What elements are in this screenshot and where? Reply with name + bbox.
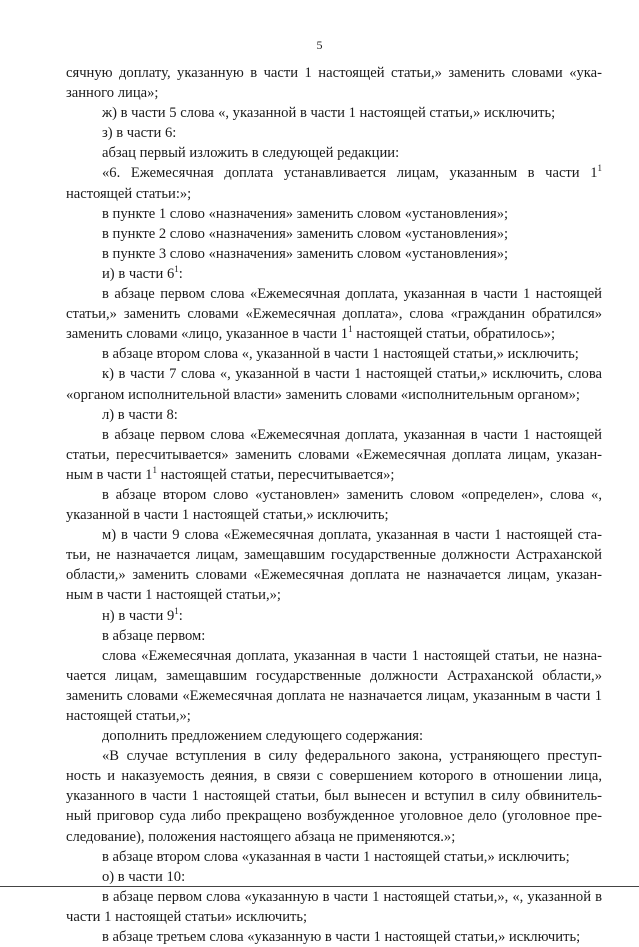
paragraph-text: : bbox=[178, 607, 183, 624]
paragraph: з) в части 6: bbox=[102, 125, 177, 142]
paragraph bbox=[66, 163, 602, 203]
paragraph: в пункте 2 слово «назначения» заменить словом «установления»; bbox=[102, 225, 509, 242]
paragraph: м) в части 9 слова «Ежемесячная доплата, указанная в части 1 настоящей ста-тьи, не назначается лицам, замещавшим государственные должности Астраханской области,» заменить словами «Ежемесячная доплата не назначается лицам, указан-ным в части 1 настоящей статьи,»; bbox=[66, 527, 602, 604]
paragraph bbox=[66, 425, 602, 485]
superscript: 1 bbox=[152, 464, 157, 475]
paragraph: в абзаце первом: bbox=[102, 627, 206, 644]
paragraph: в абзаце втором слово «установлен» заменить словом «определен», слова «, указанной в части 1 настоящей статьи,» исключить; bbox=[66, 486, 602, 524]
paragraph-text: настоящей статьи, пересчитывается»; bbox=[156, 466, 395, 483]
paragraph: «В случае вступления в силу федерального закона, устраняющего преступ-ность и наказуемость деяния, в связи с совершением которого в отношении лица, указанного в части 1 настоящей статьи, был вынесен и вступил в силу обвинитель-ный приговор суда либо прекращено возбужденное уголовное дело (уголовное пре-следование), положения настоящего абзаца не применяются.»; bbox=[66, 748, 602, 845]
superscript: 1 bbox=[348, 324, 353, 335]
paragraph: сячную доплату, указанную в части 1 настоящей статьи,» заменить словами «ука-занного лица»; bbox=[66, 65, 602, 102]
paragraph: л) в части 8: bbox=[102, 406, 178, 423]
paragraph: в абзаце втором слова «указанная в части 1 настоящей статьи,» исключить; bbox=[102, 848, 570, 865]
footer-divider bbox=[0, 886, 639, 887]
paragraph: в пункте 1 слово «назначения» заменить словом «установления»; bbox=[102, 205, 509, 222]
paragraph: в абзаце первом слова «указанную в части 1 настоящей статьи,», «, указанной в части 1 настоящей статьи» исключить; bbox=[66, 888, 602, 925]
superscript: 1 bbox=[597, 163, 602, 174]
paragraph bbox=[66, 264, 602, 284]
page-number: 5 bbox=[316, 38, 323, 52]
superscript: 1 bbox=[174, 263, 179, 274]
paragraph: дополнить предложением следующего содержания: bbox=[102, 728, 424, 745]
paragraph: в пункте 3 слово «назначения» заменить словом «установления»; bbox=[102, 245, 509, 262]
paragraph-text: настоящей статьи:»; bbox=[66, 185, 192, 202]
paragraph-text: в абзаце первом слова «Ежемесячная доплата, указанная в части 1 настоящей статьи, пересчитывается» заменить словами «Ежемесячная доплата лицам, указан-ным в части 1 bbox=[66, 426, 602, 483]
paragraph-text: н) в части 9 bbox=[102, 607, 175, 624]
paragraph bbox=[66, 284, 602, 344]
paragraph: в абзаце втором слова «, указанной в части 1 настоящей статьи,» исключить; bbox=[102, 346, 579, 363]
paragraph-text: настоящей статьи, обратилось»; bbox=[352, 326, 556, 343]
document-body bbox=[66, 63, 602, 947]
paragraph: в абзаце третьем слова «указанную в части 1 настоящей статьи,» исключить; bbox=[102, 929, 581, 946]
paragraph: слова «Ежемесячная доплата, указанная в части 1 настоящей статьи, не назна-чается лицам, замещавшим государственные должности Астраханской области,» заменить словами «Ежемесячная доплата не назначается лицам, указанным в части 1 настоящей статьи,»; bbox=[66, 647, 602, 724]
paragraph: о) в части 10: bbox=[102, 868, 186, 885]
paragraph-text: «6. Ежемесячная доплата устанавливается лицам, указанным в части 1 bbox=[102, 165, 598, 182]
paragraph: абзац первый изложить в следующей редакции: bbox=[102, 145, 400, 162]
paragraph-text: и) в части 6 bbox=[102, 265, 175, 282]
paragraph-text: : bbox=[178, 265, 183, 282]
paragraph: ж) в части 5 слова «, указанной в части 1 настоящей статьи,» исключить; bbox=[102, 105, 556, 122]
paragraph-text: в абзаце первом слова «Ежемесячная доплата, указанная в части 1 настоящей статьи,» заменить словами «Ежемесячная доплата», слова «гражданин обратился» заменить словами «лицо, указанное в части 1 bbox=[66, 286, 602, 343]
paragraph: к) в части 7 слова «, указанной в части 1 настоящей статьи,» исключить, слова «органом исполнительной власти» заменить словами «исполнительным органом»; bbox=[66, 366, 602, 403]
superscript: 1 bbox=[174, 605, 179, 616]
paragraph bbox=[66, 606, 602, 626]
